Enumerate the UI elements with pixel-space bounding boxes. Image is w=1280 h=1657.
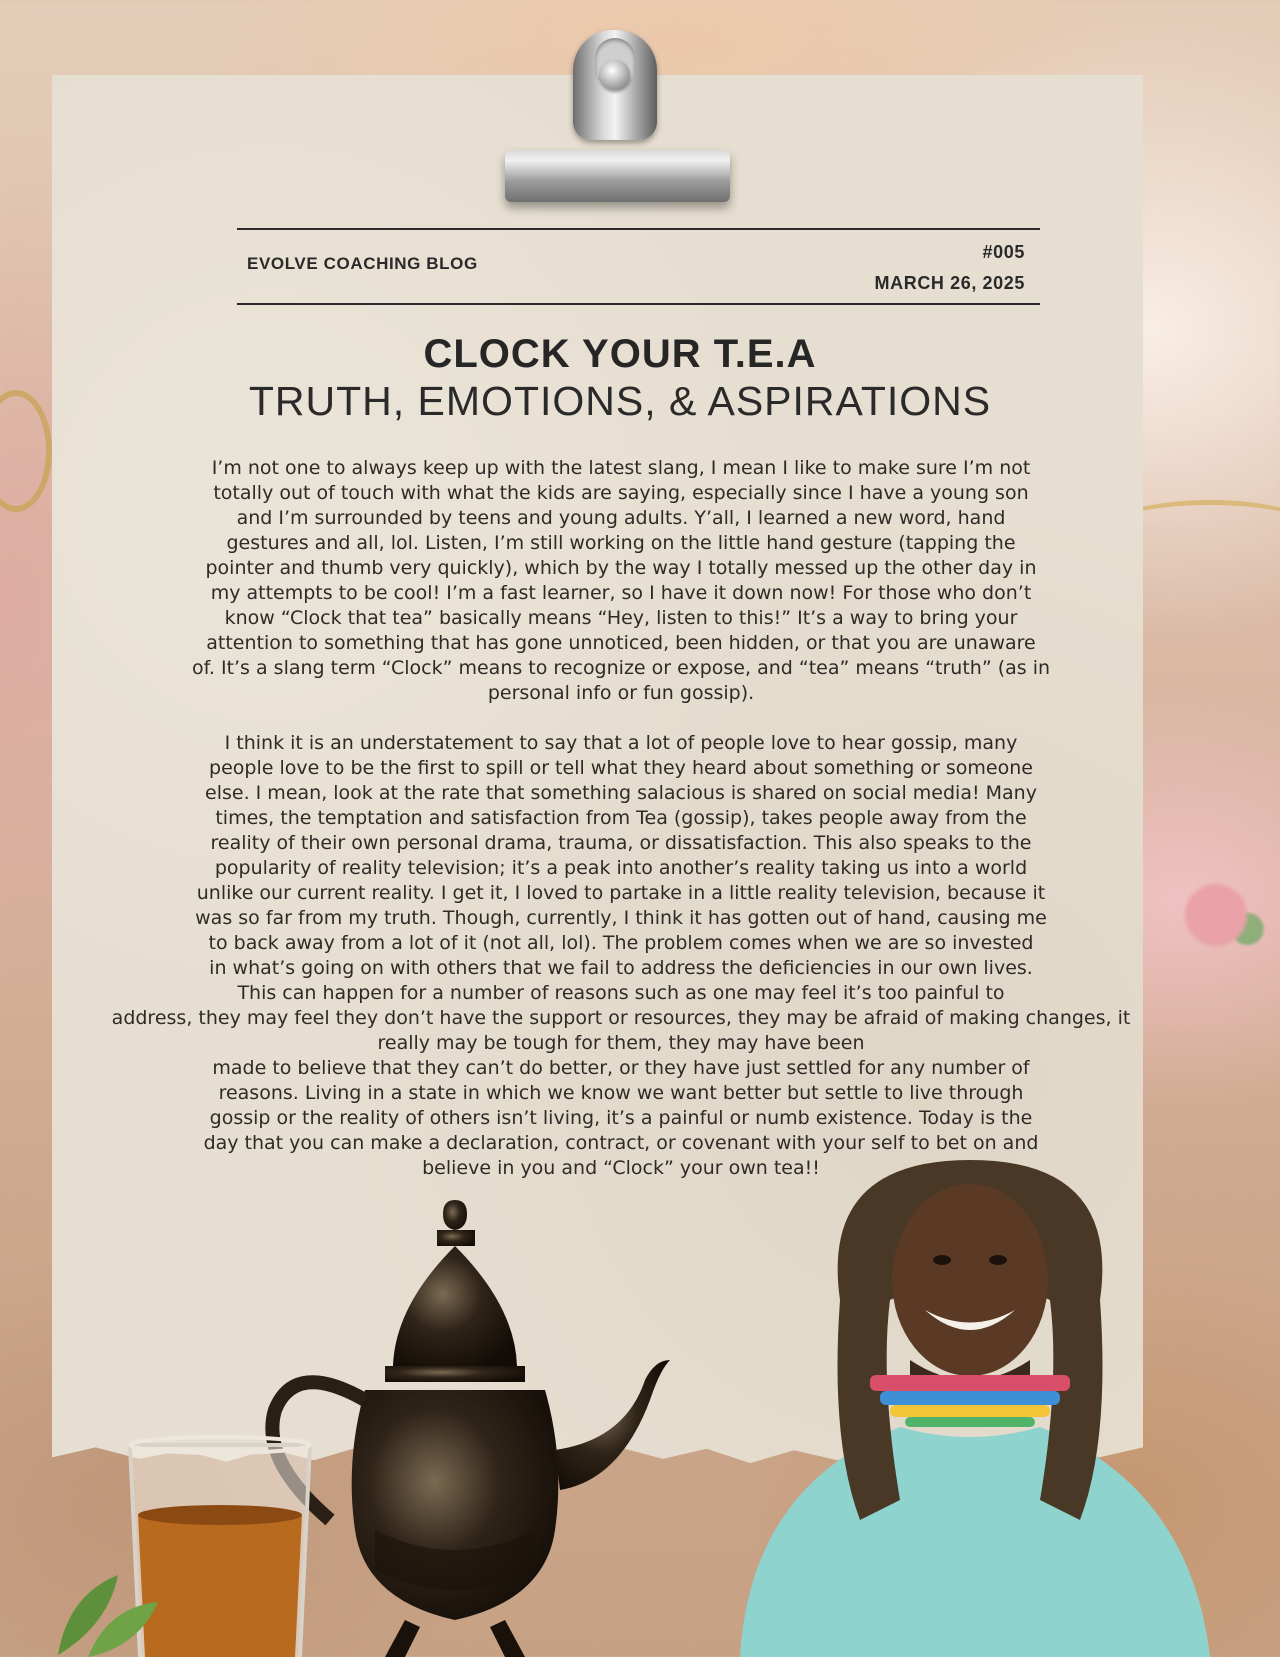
post-date: MARCH 26, 2025 xyxy=(874,273,1025,293)
article-body xyxy=(52,456,1190,1181)
author-portrait-image xyxy=(720,1160,1265,1657)
header-rule-bottom xyxy=(237,303,1040,305)
clip-rivet xyxy=(600,60,630,90)
header-rule-top xyxy=(237,228,1040,230)
issue-number: #005 xyxy=(982,242,1025,262)
beaded-necklace-icon xyxy=(870,1375,1070,1427)
paragraph-2: I think it is an understatement to say that a lot of people love to hear gossip, many people love to be the first to spill or tell what they heard about something or someone else. I mean, look at the rate that something salacious is shared on social media! Many times, the temptation and satisfaction from Tea (gossip), takes people away from the reality of their own personal drama, trauma, or dissatisfaction. This also speaks to the popularity of reality television; it’s a peak into another’s reality taking us into a world unlike our current reality. I get it, I loved to partake in a little reality television, because it was so far from my truth. Though, currently, I think it has gotten out of hand, causing me to back away from a lot of it (not all, lol). The problem comes when we are so invested in what’s going on with others that we fail to address the deficiencies in our own lives. This can happen for a number of reasons such as one may feel it’s too painful to address, they may feel they don’t have the support or resources, they may be afraid of making changes, it really may be tough for them, they may have been made to believe that they can’t do better, or they have just settled for any number of reasons. Living in a state in which we know we want better but settle to live through gossip or the reality of others isn’t living, it’s a painful or numb existence. Today is the day that you can make a declaration, contract, or covenant with your self to bet on and believe in you and “Clock” your own tea!! xyxy=(111,732,1131,1179)
clip-bar xyxy=(505,150,730,202)
mint-leaves-image xyxy=(48,1565,158,1657)
post-subtitle: TRUTH, EMOTIONS, & ASPIRATIONS xyxy=(248,378,992,424)
background-flower-pattern xyxy=(1180,880,1270,950)
teapot-image xyxy=(255,1200,725,1657)
blog-name: EVOLVE COACHING BLOG xyxy=(247,254,478,273)
binder-clip-icon xyxy=(505,30,730,205)
paragraph-1: I’m not one to always keep up with the latest slang, I mean I like to make sure I’m not totally out of touch with what the kids are saying, especially since I have a young son and I’m surrounded by teens and young adults. Y’all, I learned a new word, hand gestures and all, lol. Listen, I’m still working on the little hand gesture (tapping the pointer and thumb very quickly), which by the way I totally messed up the other day in my attempts to be cool! I’m a fast learner, so I have it down now! For those who don’t know “Clock that tea” basically means “Hey, listen to this!” It’s a way to bring your attention to something that has gone unnoticed, been hidden, or that you are unaware of. It’s a slang term “Clock” means to recognize or expose, and “tea” means “truth” (as in personal info or fun gossip). xyxy=(191,457,1051,704)
post-title: CLOCK YOUR T.E.A xyxy=(423,332,817,376)
